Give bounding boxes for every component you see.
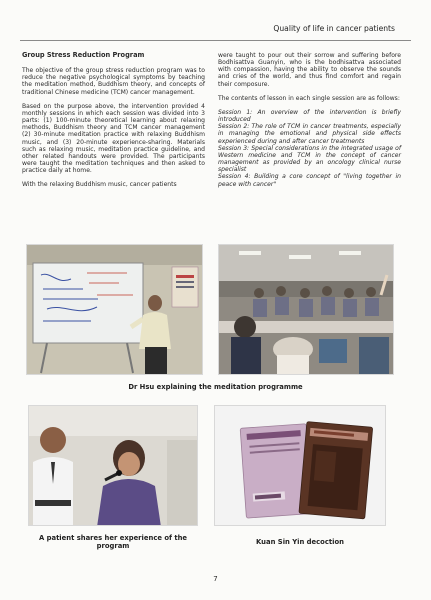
- session-item: Session 3: Special considerations in the integrated usage of Western medicine and TCM in the concept of cancer management as provided by an oncology clinical nurse specialist: [218, 144, 401, 174]
- paragraph-sessions-structure: Based on the purpose above, the intervention provided 4 monthly sessions in which each session was divided into 3 parts: (1) 100-minute theoretical learning about relaxing methods, Buddhism theory and TCM cancer management (2) 30-minute meditation practice with relaxing Buddhism music, and (3) 20-minute experience-sharing. Materials such as relaxing music, meditation practice guideline, and other related handouts were provided. The participants were taught the meditation techniques and then asked to practice daily at home.: [22, 102, 205, 175]
- running-header: Quality of life in cancer patients: [273, 24, 395, 33]
- session-item: Session 1: An overview of the intervention is briefly introduced: [218, 108, 401, 124]
- section-heading: Group Stress Reduction Program: [22, 51, 145, 59]
- photo-lecturer-whiteboard: [26, 244, 203, 375]
- paragraph-lesson-intro: The contents of lesson in each single session are as follows:: [218, 94, 400, 102]
- paragraph-bodhisattva: were taught to pour out their sorrow and suffering before Bodhisattva Guanyin, who is the bodhisattva associated with compassion, having the ability to observe the sounds and cries of the world, and thus find comfort and regain their composure.: [218, 52, 401, 88]
- page-number: 7: [213, 575, 218, 583]
- paragraph-objective: The objective of the group stress reduction program was to reduce the negative psychological symptoms by teaching the meditation method, Buddhism theory, and concepts of traditional Chinese medicine (TCM) cancer management.: [22, 67, 205, 96]
- header-rule: [20, 40, 411, 41]
- right-text-column: [218, 52, 401, 188]
- session-list: [218, 109, 401, 188]
- caption-patient-sharing: A patient shares her experience of the program: [38, 534, 188, 550]
- paragraph-buddhism-music: With the relaxing Buddhism music, cancer patients: [22, 181, 177, 189]
- photo-audience: [218, 244, 394, 375]
- left-text-column: [22, 52, 205, 196]
- caption-top-photos: Dr Hsu explaining the meditation programme: [128, 383, 303, 391]
- photo-kuan-sin-yin-decoction: [214, 405, 386, 526]
- caption-decoction: Kuan Sin Yin decoction: [256, 538, 344, 546]
- session-item: Session 2: The role of TCM in cancer treatments, especially in managing the emotional and physical side effects experienced during and after cancer treatments: [218, 123, 401, 145]
- session-item: Session 4: Building a core concept of "living together in peace with cancer": [218, 173, 401, 188]
- photo-patient-sharing: [28, 405, 198, 526]
